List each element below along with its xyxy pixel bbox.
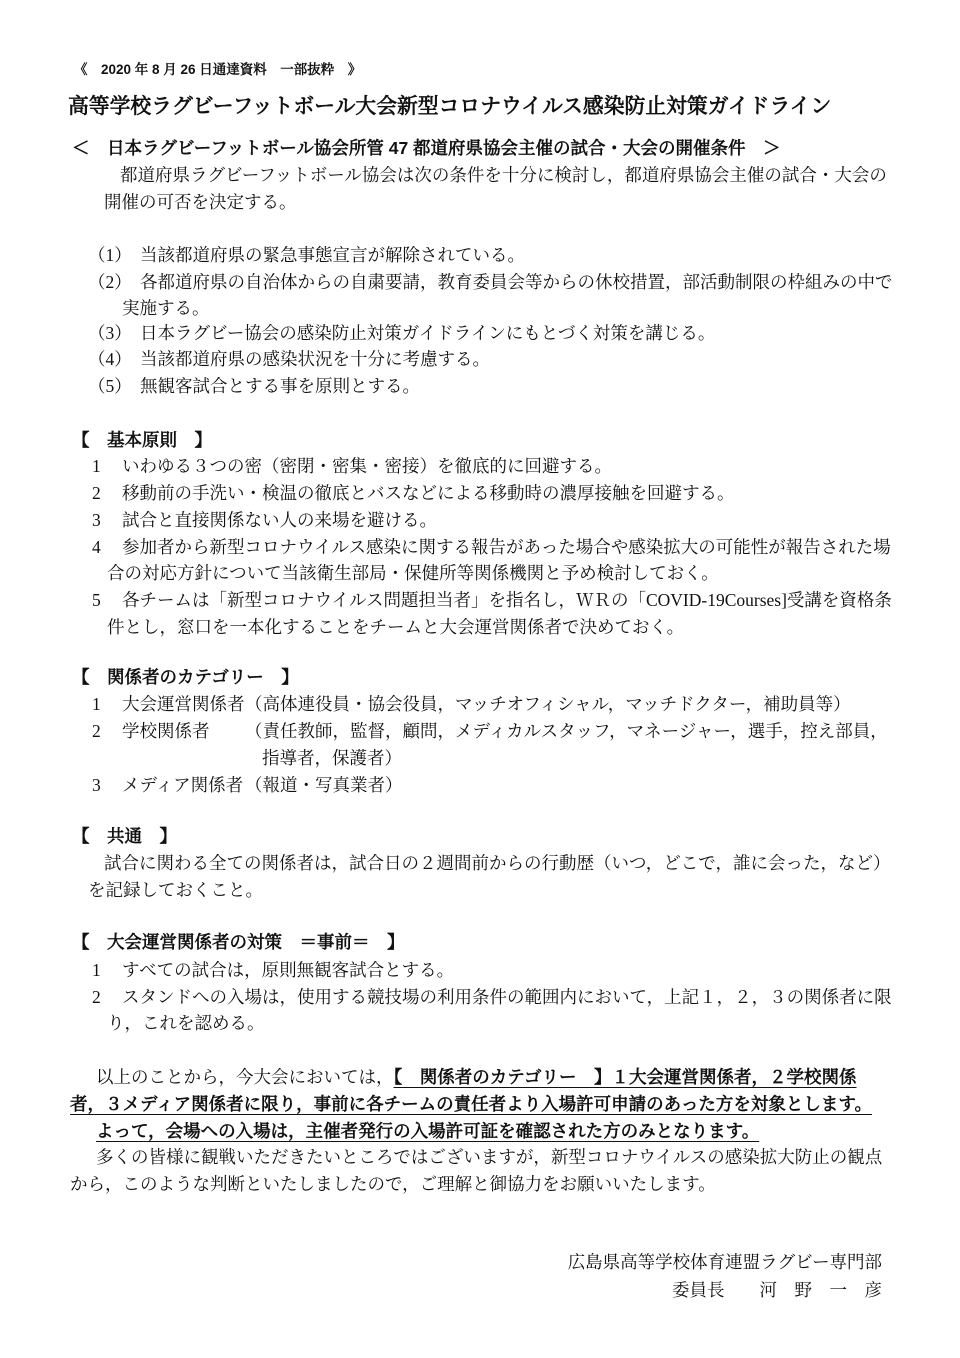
- hosting-conditions-heading: ＜ 日本ラグビーフットボール協会所管 47 都道府県協会主催の試合・大会の開催条件 ＞: [72, 138, 781, 158]
- condition-text: 各都道府県の自治体からの自粛要請，教育委員会等からの休校措置，部活動制限の枠組みの中で: [140, 272, 893, 292]
- principle-text: 参加者から新型コロナウイルス感染に関する報告があった場合や感染拡大の可能性が報告された場: [122, 537, 891, 557]
- principle-text: 合の対応方針について当該衛生部局・保健所等関係機関と予め検討しておく。: [107, 563, 719, 583]
- principle-number: 5: [92, 590, 101, 610]
- document-title: 高等学校ラグビーフットボール大会新型コロナウイルス感染防止対策ガイドライン: [68, 95, 832, 118]
- common-text: 試合に関わる全ての関係者は，試合日の２週間前からの行動歴（いつ，どこで，誰に会った，など）: [104, 853, 891, 873]
- category-detail: （報道・写真業者）: [245, 775, 403, 795]
- measure-text: すべての試合は，原則無観客試合とする。: [122, 960, 455, 980]
- measure-number: 2: [92, 987, 101, 1007]
- common-heading: 【 共通 】: [72, 826, 177, 846]
- category-name: メディア関係者: [122, 775, 244, 795]
- principle-text: 試合と直接関係ない人の来場を避ける。: [122, 510, 437, 530]
- principle-number: 3: [92, 510, 101, 530]
- principle-text: 各チームは「新型コロナウイルス問題担当者」を指名し，ＷＲの「COVID-19Courses]受講を資格条: [122, 590, 892, 610]
- condition-marker: （4）: [88, 349, 132, 369]
- signature-chair: 委員長 河 野 一 彦: [672, 1280, 882, 1300]
- condition-marker: （3）: [88, 323, 132, 343]
- principle-text: 件とし，窓口を一本化することをチームと大会運営関係者で決めておく。: [107, 617, 685, 637]
- closing-line: [70, 1094, 872, 1114]
- signature-organization: 広島県高等学校体育連盟ラグビー専門部: [567, 1252, 882, 1272]
- closing-request: から，このような判断といたしましたので，ご理解と御協力をお願いいたします。: [70, 1174, 716, 1194]
- condition-text: 無観客試合とする事を原則とする。: [140, 376, 420, 396]
- closing-intro: 以上のことから，今大会においては，: [96, 1067, 394, 1087]
- closing-emphasis: 【 関係者のカテゴリー 】１大会運営関係者，２学校関係: [393, 1067, 857, 1087]
- measure-text: り，これを認める。: [107, 1013, 265, 1033]
- condition-text: 当該都道府県の感染状況を十分に考慮する。: [140, 349, 490, 369]
- condition-text: 当該都道府県の緊急事態宣言が解除されている。: [140, 245, 525, 265]
- condition-marker: （1）: [88, 245, 132, 265]
- common-text: を記録しておくこと。: [88, 880, 263, 900]
- category-number: 1: [92, 694, 101, 714]
- stakeholder-categories-heading: 【 関係者のカテゴリー 】: [72, 667, 299, 687]
- closing-emphasis: 者，３メディア関係者に限り，事前に各チームの責任者より入場許可申請のあった方を対象とします。: [70, 1094, 873, 1114]
- measure-text: スタンドへの入場は，使用する競技場の利用条件の範囲内において，上記１，２，３の関係者に限: [122, 987, 892, 1007]
- condition-marker: （2）: [88, 272, 132, 292]
- category-name: 大会運営関係者: [122, 694, 245, 714]
- category-number: 2: [92, 721, 101, 741]
- category-number: 3: [92, 775, 101, 795]
- closing-line: [96, 1067, 857, 1087]
- principle-number: 1: [92, 456, 101, 476]
- closing-emphasis: よって，会場への入場は，主催者発行の入場許可証を確認された方のみとなります。: [96, 1121, 760, 1141]
- category-detail: 指導者，保護者）: [262, 748, 402, 768]
- category-detail: （責任教師，監督，顧問，メディカルスタッフ，マネージャー，選手，控え部員，: [245, 721, 888, 741]
- condition-text: 日本ラグビー協会の感染防止対策ガイドラインにもとづく対策を講じる。: [140, 323, 716, 343]
- category-detail: （高体連役員・協会役員，マッチオフィシャル，マッチドクター，補助員等）: [245, 694, 851, 714]
- principle-number: 2: [92, 483, 101, 503]
- source-note: 《 2020 年 8 月 26 日通達資料 一部抜粋 》: [74, 62, 362, 77]
- conditions-intro-line: 開催の可否を決定する。: [104, 192, 297, 212]
- condition-marker: （5）: [88, 376, 132, 396]
- measure-number: 1: [92, 960, 101, 980]
- closing-request: 多くの皆様に観戦いただきたいところではございますが，新型コロナウイルスの感染拡大防止の観点: [96, 1147, 883, 1167]
- principle-number: 4: [92, 537, 101, 557]
- basic-principles-heading: 【 基本原則 】: [72, 430, 212, 450]
- conditions-intro-line: 都道府県ラグビーフットボール協会は次の条件を十分に検討し，都道府県協会主催の試合・大会の: [120, 165, 887, 185]
- principle-text: 移動前の手洗い・検温の徹底とバスなどによる移動時の濃厚接触を回避する。: [122, 483, 735, 503]
- principle-text: いわゆる３つの密（密閉・密集・密接）を徹底的に回避する。: [122, 456, 612, 476]
- condition-text: 実施する。: [122, 298, 210, 318]
- organizer-measures-heading: 【 大会運営関係者の対策 ＝事前＝ 】: [72, 932, 405, 952]
- closing-line: [96, 1121, 759, 1141]
- category-name: 学校関係者: [122, 721, 210, 741]
